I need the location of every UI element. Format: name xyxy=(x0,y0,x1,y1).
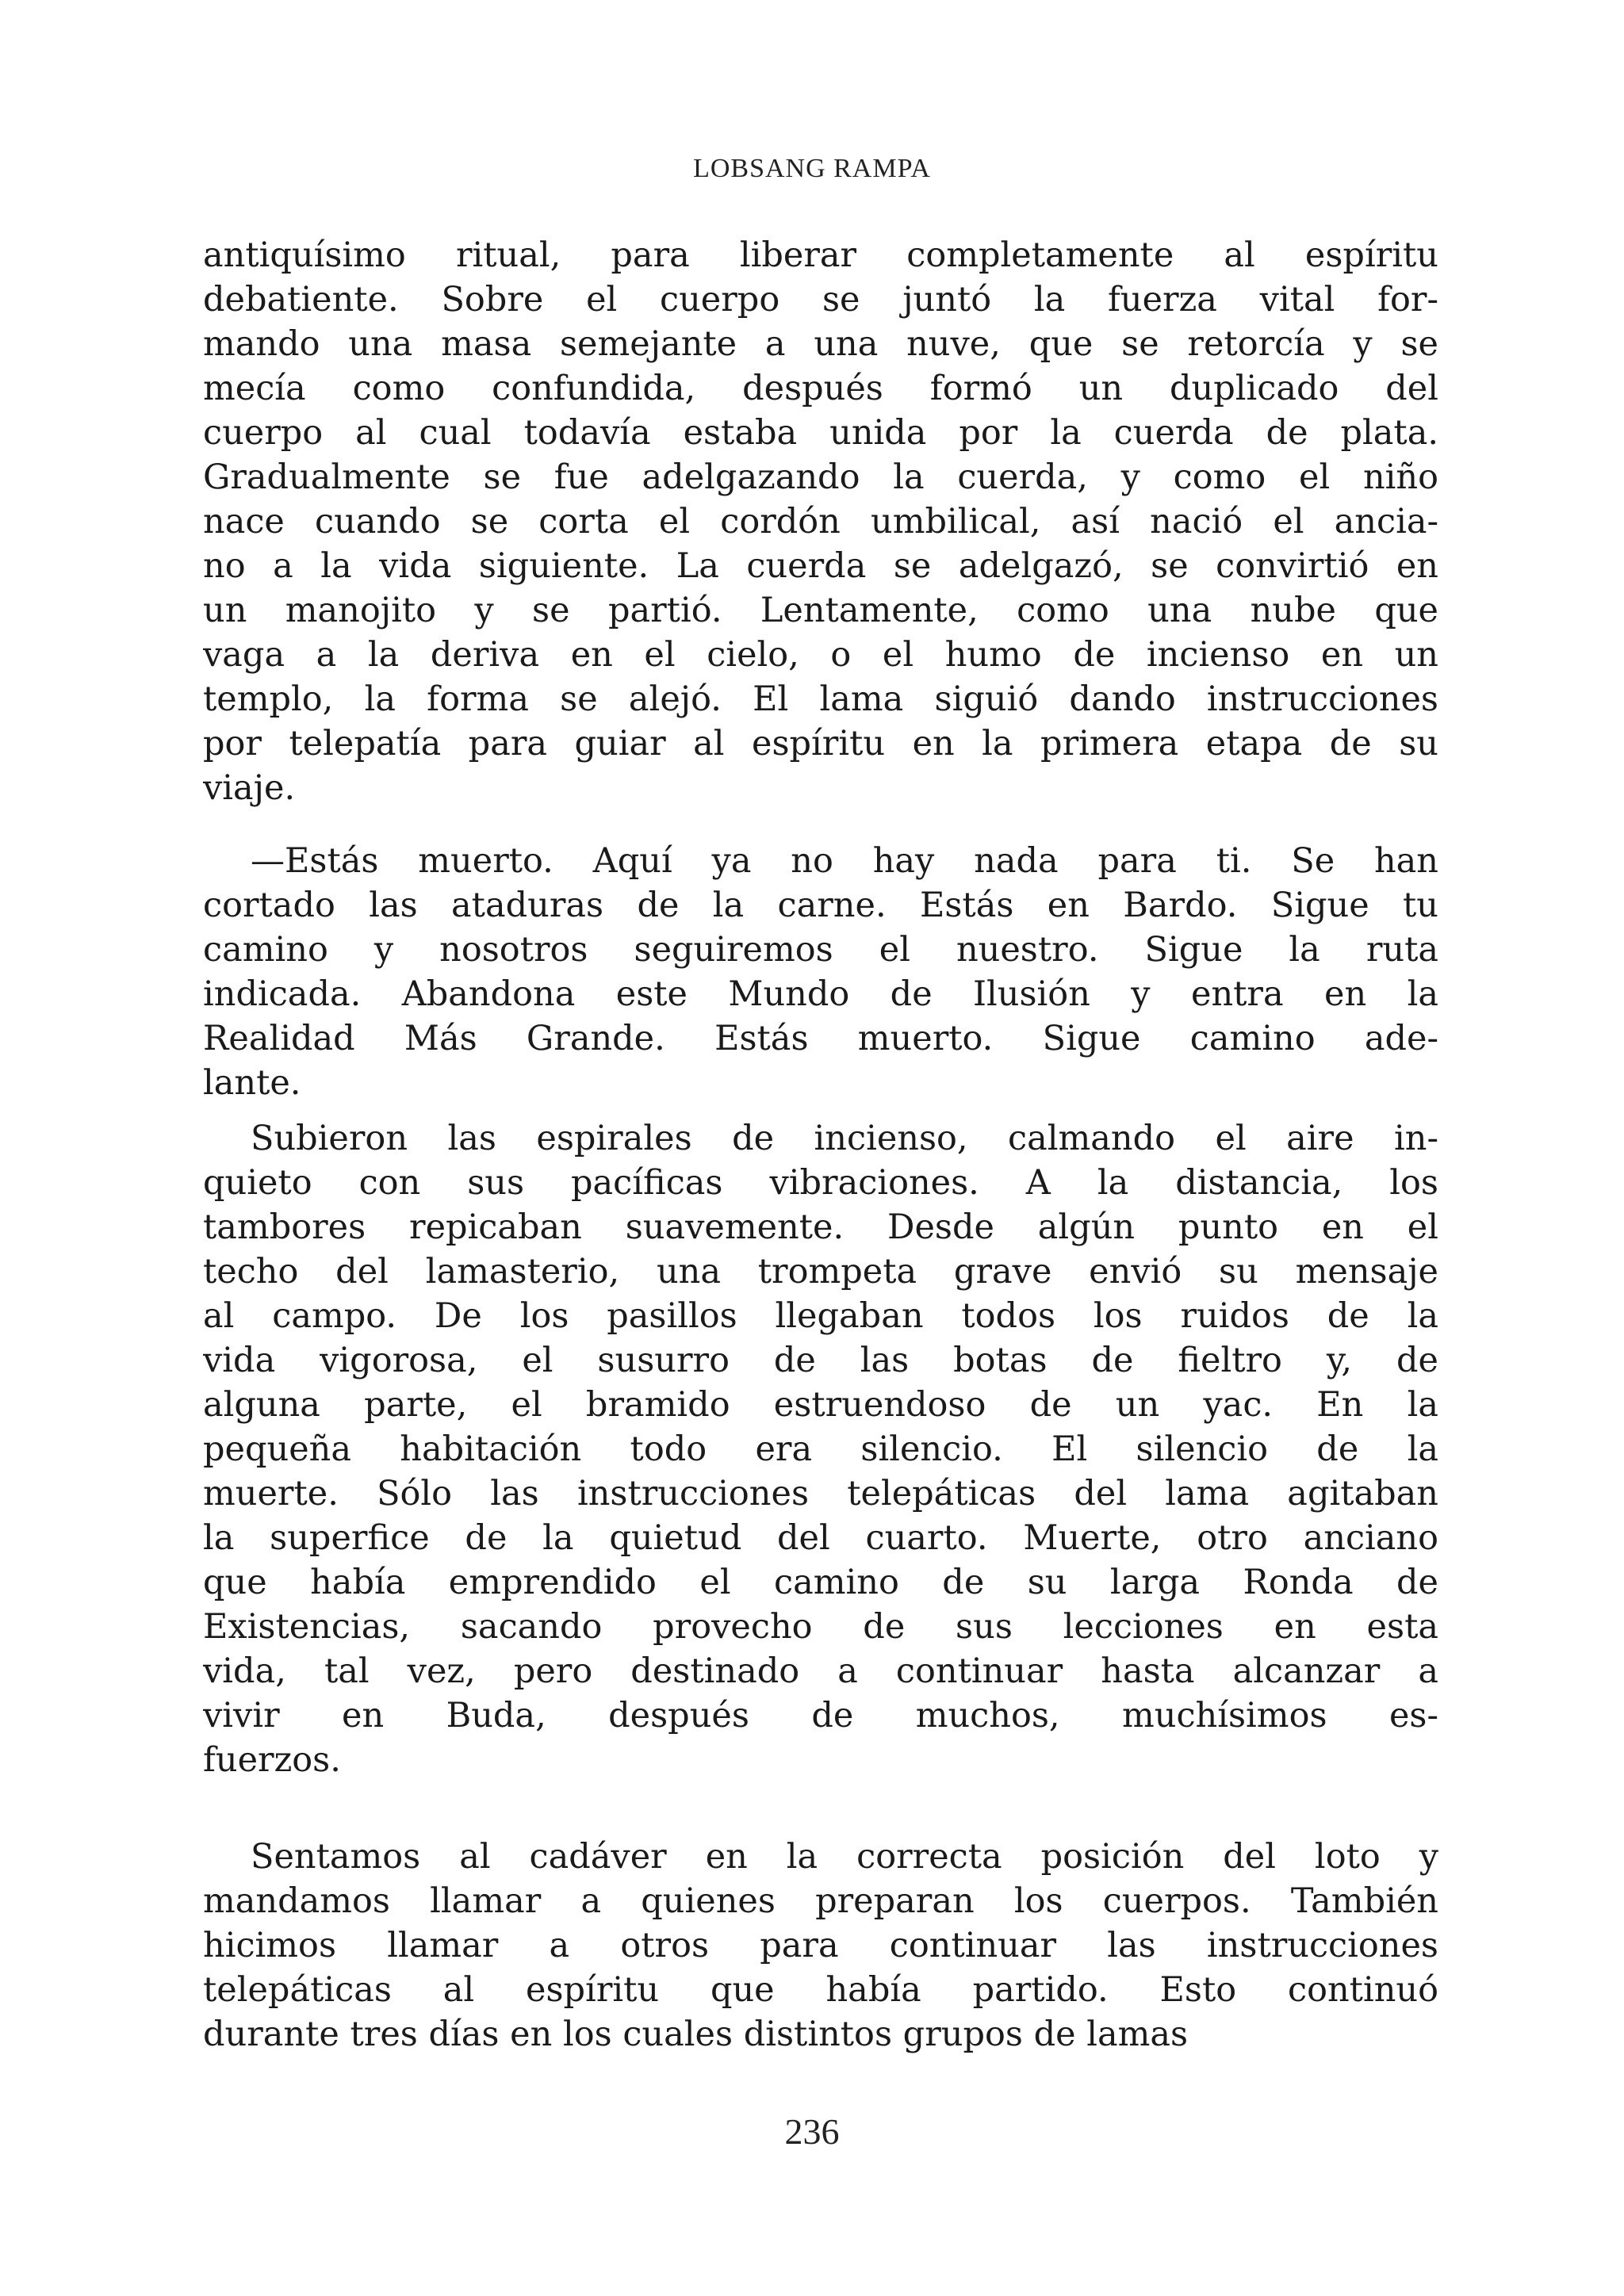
paragraph-3 xyxy=(203,1116,1438,1782)
text-line: la superfice de la quietud del cuarto. Muerte, otro anciano xyxy=(203,1518,1438,1558)
paragraph-1 xyxy=(203,233,1438,810)
text-line: antiquísimo ritual, para liberar completamente al espíritu xyxy=(203,235,1438,275)
text-line: quieto con sus pacíficas vibraciones. A la distancia, los xyxy=(203,1163,1438,1203)
text-line: vida, tal vez, pero destinado a continuar hasta alcanzar a xyxy=(203,1651,1438,1691)
text-line: pequeña habitación todo era silencio. El silencio de la xyxy=(203,1429,1438,1469)
text-line: fuerzos. xyxy=(203,1740,341,1780)
text-line: Sentamos al cadáver en la correcta posición del loto y xyxy=(251,1837,1438,1877)
text-line: hicimos llamar a otros para continuar las instrucciones xyxy=(203,1926,1438,1965)
text-line: techo del lamasterio, una trompeta grave envió su mensaje xyxy=(203,1252,1438,1292)
paragraph-4 xyxy=(203,1835,1438,2057)
text-line: viaje. xyxy=(203,768,296,808)
text-line: telepáticas al espíritu que había partido. Esto continuó xyxy=(203,1970,1438,2010)
text-line: —Estás muerto. Aquí ya no hay nada para ti. Se han xyxy=(251,841,1438,881)
text-line: al campo. De los pasillos llegaban todos los ruidos de la xyxy=(203,1296,1438,1336)
text-line: vaga a la deriva en el cielo, o el humo de incienso en un xyxy=(203,635,1438,675)
text-line: durante tres días en los cuales distintos grupos de lamas xyxy=(203,2015,1189,2054)
text-line: templo, la forma se alejó. El lama siguió dando instrucciones xyxy=(203,679,1438,719)
text-line: alguna parte, el bramido estruendoso de un yac. En la xyxy=(203,1385,1438,1425)
text-line: mandamos llamar a quienes preparan los cuerpos. También xyxy=(203,1881,1438,1921)
text-line: cuerpo al cual todavía estaba unida por la cuerda de plata. xyxy=(203,413,1438,453)
text-line: nace cuando se corta el cordón umbilical, así nació el ancia- xyxy=(203,502,1438,541)
text-line: camino y nosotros seguiremos el nuestro. Sigue la ruta xyxy=(203,930,1438,970)
text-line: que había emprendido el camino de su larga Ronda de xyxy=(203,1563,1438,1602)
text-line: Subieron las espirales de incienso, calmando el aire in- xyxy=(251,1119,1438,1158)
text-line: tambores repicaban suavemente. Desde algún punto en el xyxy=(203,1207,1438,1247)
page-number: 236 xyxy=(784,2111,840,2152)
text-line: mando una masa semejante a una nuve, que se retorcía y se xyxy=(203,324,1438,364)
text-line: por telepatía para guiar al espíritu en la primera etapa de su xyxy=(203,724,1438,763)
text-line: Gradualmente se fue adelgazando la cuerda, y como el niño xyxy=(203,457,1438,497)
text-line: mecía como confundida, después formó un duplicado del xyxy=(203,369,1438,408)
text-line: lante. xyxy=(203,1063,301,1103)
running-header: LOBSANG RAMPA xyxy=(693,154,931,183)
text-line: no a la vida siguiente. La cuerda se adelgazó, se convirtió en xyxy=(203,546,1438,586)
text-line: debatiente. Sobre el cuerpo se juntó la fuerza vital for- xyxy=(203,280,1438,320)
text-line: cortado las ataduras de la carne. Estás en Bardo. Sigue tu xyxy=(203,886,1438,925)
text-line: un manojito y se partió. Lentamente, como una nube que xyxy=(203,591,1438,630)
text-line: indicada. Abandona este Mundo de Ilusión y entra en la xyxy=(203,974,1438,1014)
text-line: muerte. Sólo las instrucciones telepáticas del lama agitaban xyxy=(203,1474,1438,1513)
text-line: Existencias, sacando provecho de sus lecciones en esta xyxy=(203,1607,1438,1647)
text-line: Realidad Más Grande. Estás muerto. Sigue camino ade- xyxy=(203,1019,1438,1058)
text-line: vivir en Buda, después de muchos, muchísimos es- xyxy=(203,1696,1438,1735)
paragraph-2 xyxy=(203,839,1438,1105)
text-line: vida vigorosa, el susurro de las botas de fieltro y, de xyxy=(203,1341,1438,1380)
